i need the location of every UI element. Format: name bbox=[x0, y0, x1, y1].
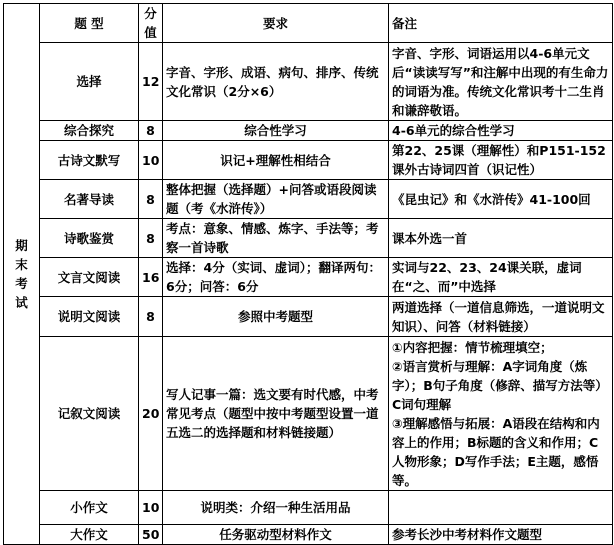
table-row bbox=[4, 258, 613, 297]
exam-period-label: 期 末 考 试 bbox=[4, 4, 40, 545]
header-row bbox=[4, 4, 613, 43]
table-row bbox=[4, 180, 613, 219]
header-score: 分值 bbox=[139, 4, 163, 43]
row-type: 诗歌鉴赏 bbox=[40, 219, 139, 258]
row-score: 8 bbox=[139, 121, 163, 141]
table-row bbox=[4, 121, 613, 141]
table-row bbox=[4, 219, 613, 258]
row-note: 参考长沙中考材料作文题型 bbox=[389, 525, 613, 545]
row-type: 综合探究 bbox=[40, 121, 139, 141]
row-score: 8 bbox=[139, 180, 163, 219]
row-requirement: 说明类：介绍一种生活用品 bbox=[163, 491, 389, 525]
row-note: 《昆虫记》和《水浒传》41-100回 bbox=[389, 180, 613, 219]
row-note: 两道选择（一道信息筛选，一道说明文知识）、问答（材料链接） bbox=[389, 297, 613, 337]
note-line: ①内容把握：情节梳理填空； bbox=[392, 339, 553, 355]
row-note bbox=[389, 491, 613, 525]
row-type: 名著导读 bbox=[40, 180, 139, 219]
row-requirement: 选择：4分（实词、虚词）；翻译两句：6分；问答：6分 bbox=[163, 258, 389, 297]
table-row bbox=[4, 337, 613, 491]
table-row bbox=[4, 297, 613, 337]
row-requirement: 识记+理解性相结合 bbox=[163, 141, 389, 180]
table-row bbox=[4, 141, 613, 180]
header-note: 备注 bbox=[389, 4, 613, 43]
row-note: 课本外选一首 bbox=[389, 219, 613, 258]
row-requirement: 整体把握（选择题）+问答或语段阅读题（考《水浒传》） bbox=[163, 180, 389, 219]
row-type: 古诗文默写 bbox=[40, 141, 139, 180]
row-requirement: 任务驱动型材料作文 bbox=[163, 525, 389, 545]
row-note: 实词与22、23、24课关联，虚词在“之、而”中选择 bbox=[389, 258, 613, 297]
row-score: 8 bbox=[139, 297, 163, 337]
exam-plan-table bbox=[3, 3, 613, 545]
note-line: ③理解感悟与拓展：A语段在结构和内容上的作用；B标题的含义和作用；C人物形象；D写作手法；E主题，感悟等。 bbox=[392, 415, 600, 488]
row-requirement: 综合性学习 bbox=[163, 121, 389, 141]
row-score: 12 bbox=[139, 43, 163, 121]
row-type: 选择 bbox=[40, 43, 139, 121]
row-note: 4-6单元的综合性学习 bbox=[389, 121, 613, 141]
row-type: 小作文 bbox=[40, 491, 139, 525]
row-requirement: 考点：意象、情感、炼字、手法等；考察一首诗歌 bbox=[163, 219, 389, 258]
row-note bbox=[389, 337, 613, 491]
row-score: 10 bbox=[139, 141, 163, 180]
row-type: 大作文 bbox=[40, 525, 139, 545]
row-score: 8 bbox=[139, 219, 163, 258]
row-requirement: 参照中考题型 bbox=[163, 297, 389, 337]
row-score: 20 bbox=[139, 337, 163, 491]
header-requirement: 要求 bbox=[163, 4, 389, 43]
row-score: 16 bbox=[139, 258, 163, 297]
note-line: ②语言赏析与理解：A字词角度（炼字）；B句子角度（修辞、描写方法等）C词句理解 bbox=[392, 358, 608, 412]
row-requirement: 字音、字形、成语、病句、排序、传统文化常识（2分×6） bbox=[163, 43, 389, 121]
row-requirement: 写人记事一篇：选文要有时代感，中考常见考点（题型中按中考题型设置一道五选二的选择题和材料链接题） bbox=[163, 337, 389, 491]
row-note: 字音、字形、词语运用以4-6单元文后“读读写写”和注解中出现的有生命力的词语为准。传统文化常识考十二生肖和谦辞敬语。 bbox=[389, 43, 613, 121]
row-type: 文言文阅读 bbox=[40, 258, 139, 297]
table-row bbox=[4, 491, 613, 525]
table-row bbox=[4, 43, 613, 121]
row-type: 记叙文阅读 bbox=[40, 337, 139, 491]
header-type: 题 型 bbox=[40, 4, 139, 43]
row-score: 10 bbox=[139, 491, 163, 525]
row-note: 第22、25课（理解性）和P151-152课外古诗词四首（识记性） bbox=[389, 141, 613, 180]
row-score: 50 bbox=[139, 525, 163, 545]
row-type: 说明文阅读 bbox=[40, 297, 139, 337]
